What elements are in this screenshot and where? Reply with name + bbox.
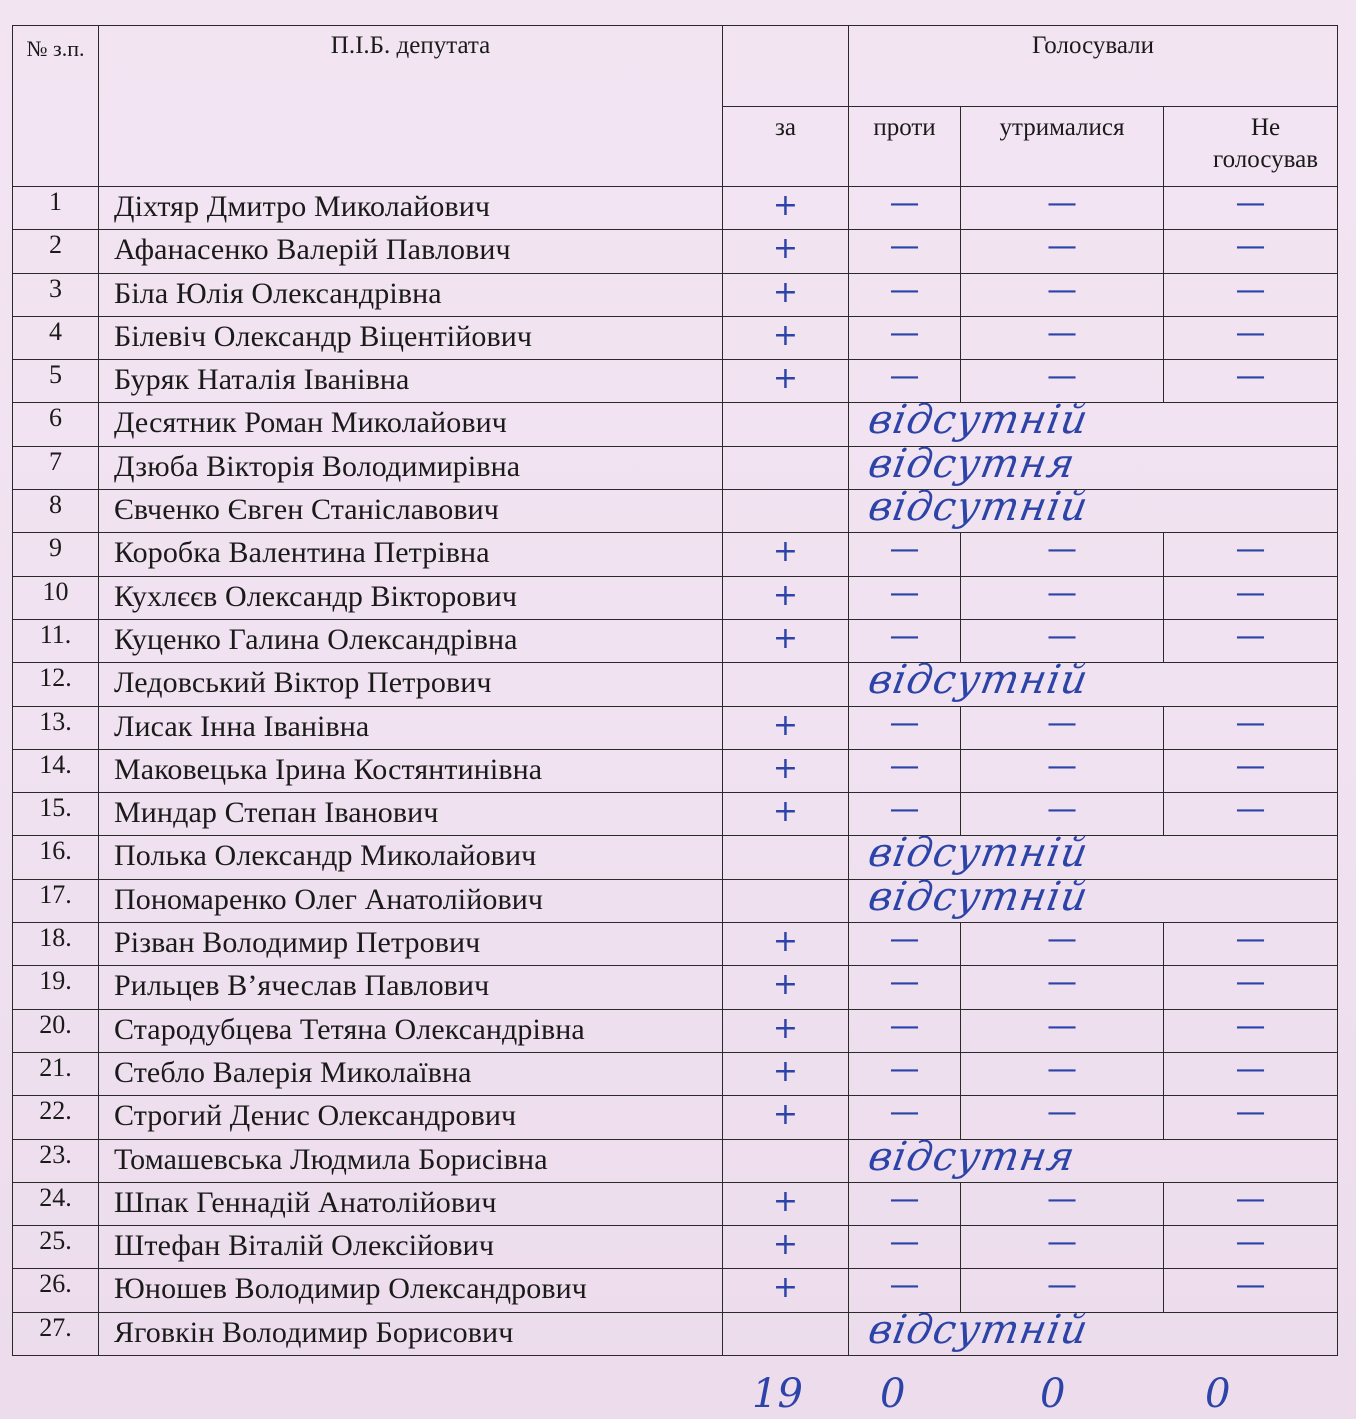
vote-ne-holosuvav: — — [1164, 576, 1338, 619]
row-number: 25. — [13, 1226, 99, 1269]
vote-za: + — [723, 533, 849, 576]
vote-utrymalysia: — — [961, 1226, 1164, 1269]
deputy-name: Пономаренко Олег Анатолійович — [99, 879, 723, 922]
vote-proty: — — [849, 749, 961, 792]
absent-cell — [849, 1133, 1338, 1182]
deputy-name: Ледовський Віктор Петрович — [99, 663, 723, 706]
deputy-name: Томашевська Людмила Борисівна — [99, 1139, 723, 1182]
row-number: 13. — [13, 706, 99, 749]
table-row — [13, 360, 1338, 403]
deputy-name: Буряк Наталія Іванівна — [99, 360, 723, 403]
vote-za — [723, 663, 849, 706]
header-ne-holosuvav — [1164, 107, 1338, 187]
deputy-name: Миндар Степан Іванович — [99, 793, 723, 836]
table-row — [13, 533, 1338, 576]
deputy-name: Десятник Роман Миколайович — [99, 403, 723, 446]
deputy-name: Різван Володимир Петрович — [99, 923, 723, 966]
header-proty — [849, 107, 961, 187]
vote-za: + — [723, 1009, 849, 1052]
table-row — [13, 1096, 1338, 1139]
vote-ne-holosuvav: — — [1164, 1009, 1338, 1052]
row-number: 26. — [13, 1269, 99, 1312]
vote-utrymalysia: — — [961, 1096, 1164, 1139]
table-row — [13, 966, 1338, 1009]
absent-cell — [849, 657, 1338, 706]
vote-za — [723, 1312, 849, 1355]
vote-za: + — [723, 1269, 849, 1312]
deputy-name: Стародубцева Тетяна Олександрівна — [99, 1009, 723, 1052]
vote-utrymalysia: — — [961, 793, 1164, 836]
deputy-name: Штефан Віталій Олексійович — [99, 1226, 723, 1269]
row-number: 3 — [13, 273, 99, 316]
vote-za: + — [723, 230, 849, 273]
vote-proty: — — [849, 576, 961, 619]
deputy-name: Коробка Валентина Петрівна — [99, 533, 723, 576]
vote-utrymalysia: — — [961, 923, 1164, 966]
total-utrymalysia: 0 — [1040, 1371, 1066, 1417]
vote-za: + — [723, 619, 849, 662]
table-row — [13, 879, 1338, 922]
header-utrymalysia-label: утрималися — [999, 114, 1125, 141]
header-voted — [849, 26, 1338, 107]
vote-utrymalysia: — — [961, 706, 1164, 749]
vote-ne-holosuvav: — — [1164, 923, 1338, 966]
vote-za: + — [723, 923, 849, 966]
total-za: 19 — [752, 1371, 803, 1417]
vote-za: + — [723, 793, 849, 836]
deputy-name: Лисак Інна Іванівна — [99, 706, 723, 749]
vote-proty: — — [849, 923, 961, 966]
vote-ne-holosuvav: — — [1164, 619, 1338, 662]
header-deputy-name-label: П.І.Б. депутата — [330, 32, 491, 59]
row-number: 22. — [13, 1096, 99, 1139]
row-number: 24. — [13, 1182, 99, 1225]
total-ne-holosuvav: 0 — [1205, 1371, 1231, 1417]
deputy-name: Рильцев В’ячеслав Павлович — [99, 966, 723, 1009]
vote-utrymalysia: — — [961, 1009, 1164, 1052]
header-za — [723, 107, 849, 187]
row-number: 20. — [13, 1009, 99, 1052]
vote-utrymalysia: — — [961, 1269, 1164, 1312]
row-number: 27. — [13, 1312, 99, 1355]
vote-utrymalysia: — — [961, 533, 1164, 576]
vote-utrymalysia: — — [961, 316, 1164, 359]
row-number: 17. — [13, 879, 99, 922]
vote-proty: — — [849, 1009, 961, 1052]
table-row — [13, 706, 1338, 749]
table-row — [13, 230, 1338, 273]
absent-note: відсутня — [864, 1133, 1079, 1180]
vote-za — [723, 879, 849, 922]
vote-za: + — [723, 360, 849, 403]
vote-proty: — — [849, 1182, 961, 1225]
row-number: 21. — [13, 1052, 99, 1095]
vote-ne-holosuvav: — — [1164, 1226, 1338, 1269]
vote-utrymalysia: — — [961, 619, 1164, 662]
row-number: 18. — [13, 923, 99, 966]
table-row — [13, 446, 1338, 489]
header-proty-label: проти — [873, 114, 936, 141]
header-empty-cell — [723, 26, 849, 107]
vote-ne-holosuvav: — — [1164, 533, 1338, 576]
row-number: 1 — [13, 187, 99, 230]
vote-za: + — [723, 187, 849, 230]
vote-ne-holosuvav: — — [1164, 187, 1338, 230]
absent-note: відсутній — [864, 484, 1092, 531]
table-row — [13, 619, 1338, 662]
deputy-name: Афанасенко Валерій Павлович — [99, 230, 723, 273]
deputy-name: Біла Юлія Олександрівна — [99, 273, 723, 316]
vote-proty: — — [849, 619, 961, 662]
row-number: 7 — [13, 446, 99, 489]
deputy-name: Діхтяр Дмитро Миколайович — [99, 187, 723, 230]
header-number-label: № з.п. — [26, 36, 85, 61]
absent-cell — [849, 1306, 1338, 1355]
totals-row — [0, 1372, 1356, 1416]
vote-utrymalysia: — — [961, 576, 1164, 619]
row-number: 11. — [13, 619, 99, 662]
vote-ne-holosuvav: — — [1164, 230, 1338, 273]
table-row — [13, 1052, 1338, 1095]
vote-proty: — — [849, 230, 961, 273]
header-number — [13, 26, 99, 187]
vote-za — [723, 446, 849, 489]
absent-note: відсутня — [864, 440, 1079, 487]
vote-utrymalysia: — — [961, 230, 1164, 273]
absent-cell — [849, 397, 1338, 446]
deputy-name: Стебло Валерія Миколаївна — [99, 1052, 723, 1095]
vote-proty: — — [849, 793, 961, 836]
table-row — [13, 273, 1338, 316]
vote-za — [723, 403, 849, 446]
vote-za: + — [723, 576, 849, 619]
row-number: 10 — [13, 576, 99, 619]
absent-note: відсутній — [864, 830, 1092, 877]
vote-za — [723, 490, 849, 533]
vote-ne-holosuvav: — — [1164, 1052, 1338, 1095]
vote-za — [723, 836, 849, 879]
voting-table — [12, 25, 1338, 1356]
row-number: 6 — [13, 403, 99, 446]
row-number: 2 — [13, 230, 99, 273]
row-number: 19. — [13, 966, 99, 1009]
absent-cell — [849, 484, 1338, 533]
total-proty: 0 — [880, 1371, 906, 1417]
table-row — [13, 663, 1338, 706]
vote-proty: — — [849, 1096, 961, 1139]
table-row — [13, 836, 1338, 879]
vote-za — [723, 1139, 849, 1182]
absent-cell — [849, 873, 1338, 922]
vote-ne-holosuvav: — — [1164, 749, 1338, 792]
vote-za: + — [723, 316, 849, 359]
deputy-name: Юношев Володимир Олександрович — [99, 1269, 723, 1312]
vote-ne-holosuvav: — — [1164, 1269, 1338, 1312]
vote-utrymalysia: — — [961, 360, 1164, 403]
vote-utrymalysia: — — [961, 966, 1164, 1009]
table-row — [13, 403, 1338, 446]
vote-proty: — — [849, 966, 961, 1009]
row-number: 9 — [13, 533, 99, 576]
vote-za: + — [723, 749, 849, 792]
table-row — [13, 1182, 1338, 1225]
vote-proty: — — [849, 1052, 961, 1095]
vote-proty: — — [849, 706, 961, 749]
row-number: 16. — [13, 836, 99, 879]
row-number: 4 — [13, 316, 99, 359]
table-row — [13, 1269, 1338, 1312]
vote-proty: — — [849, 1226, 961, 1269]
vote-proty: — — [849, 273, 961, 316]
vote-utrymalysia: — — [961, 273, 1164, 316]
header-za-label: за — [775, 114, 796, 141]
absent-note: відсутній — [864, 1306, 1092, 1353]
vote-ne-holosuvav: — — [1164, 793, 1338, 836]
table-row — [13, 1312, 1338, 1355]
absent-note: відсутній — [864, 657, 1092, 704]
vote-ne-holosuvav: — — [1164, 966, 1338, 1009]
vote-ne-holosuvav: — — [1164, 360, 1338, 403]
vote-proty: — — [849, 1269, 961, 1312]
vote-za: + — [723, 1096, 849, 1139]
deputy-name: Яговкін Володимир Борисович — [99, 1312, 723, 1355]
table-row — [13, 1226, 1338, 1269]
deputy-name: Полька Олександр Миколайович — [99, 836, 723, 879]
header-deputy-name — [99, 26, 723, 187]
vote-proty: — — [849, 533, 961, 576]
deputy-name: Кухлєєв Олександр Вікторович — [99, 576, 723, 619]
table-row — [13, 1009, 1338, 1052]
row-number: 8 — [13, 490, 99, 533]
vote-utrymalysia: — — [961, 1182, 1164, 1225]
absent-cell — [849, 830, 1338, 879]
vote-ne-holosuvav: — — [1164, 316, 1338, 359]
deputy-name: Куценко Галина Олександрівна — [99, 619, 723, 662]
vote-za: + — [723, 706, 849, 749]
deputy-name: Маковецька Ірина Костянтинівна — [99, 749, 723, 792]
vote-ne-holosuvav: — — [1164, 273, 1338, 316]
header-ne-holosuvav-label: Не голосував — [1212, 114, 1319, 173]
table-row — [13, 490, 1338, 533]
deputy-name: Білевіч Олександр Віцентійович — [99, 316, 723, 359]
deputy-name: Дзюба Вікторія Володимирівна — [99, 446, 723, 489]
vote-za: + — [723, 1226, 849, 1269]
table-row — [13, 316, 1338, 359]
table-row — [13, 187, 1338, 230]
deputy-name: Євченко Євген Станіславович — [99, 490, 723, 533]
table-row — [13, 923, 1338, 966]
vote-za: + — [723, 966, 849, 1009]
row-number: 23. — [13, 1139, 99, 1182]
vote-proty: — — [849, 316, 961, 359]
row-number: 5 — [13, 360, 99, 403]
vote-ne-holosuvav: — — [1164, 1096, 1338, 1139]
vote-za: + — [723, 1052, 849, 1095]
vote-za: + — [723, 1182, 849, 1225]
vote-proty: — — [849, 360, 961, 403]
table-row — [13, 1139, 1338, 1182]
vote-utrymalysia: — — [961, 749, 1164, 792]
header-voted-label: Голосували — [1032, 32, 1154, 59]
deputies-list — [13, 187, 1338, 1356]
vote-ne-holosuvav: — — [1164, 706, 1338, 749]
deputy-name: Шпак Геннадій Анатолійович — [99, 1182, 723, 1225]
row-number: 14. — [13, 749, 99, 792]
absent-note: відсутній — [864, 873, 1092, 920]
vote-proty: — — [849, 187, 961, 230]
table-row — [13, 793, 1338, 836]
absent-note: відсутній — [864, 397, 1092, 444]
vote-ne-holosuvav: — — [1164, 1182, 1338, 1225]
table-row — [13, 576, 1338, 619]
row-number: 15. — [13, 793, 99, 836]
row-number: 12. — [13, 663, 99, 706]
vote-utrymalysia: — — [961, 187, 1164, 230]
vote-utrymalysia: — — [961, 1052, 1164, 1095]
header-utrymalysia — [961, 107, 1164, 187]
deputy-name: Строгий Денис Олександрович — [99, 1096, 723, 1139]
vote-za: + — [723, 273, 849, 316]
table-row — [13, 749, 1338, 792]
